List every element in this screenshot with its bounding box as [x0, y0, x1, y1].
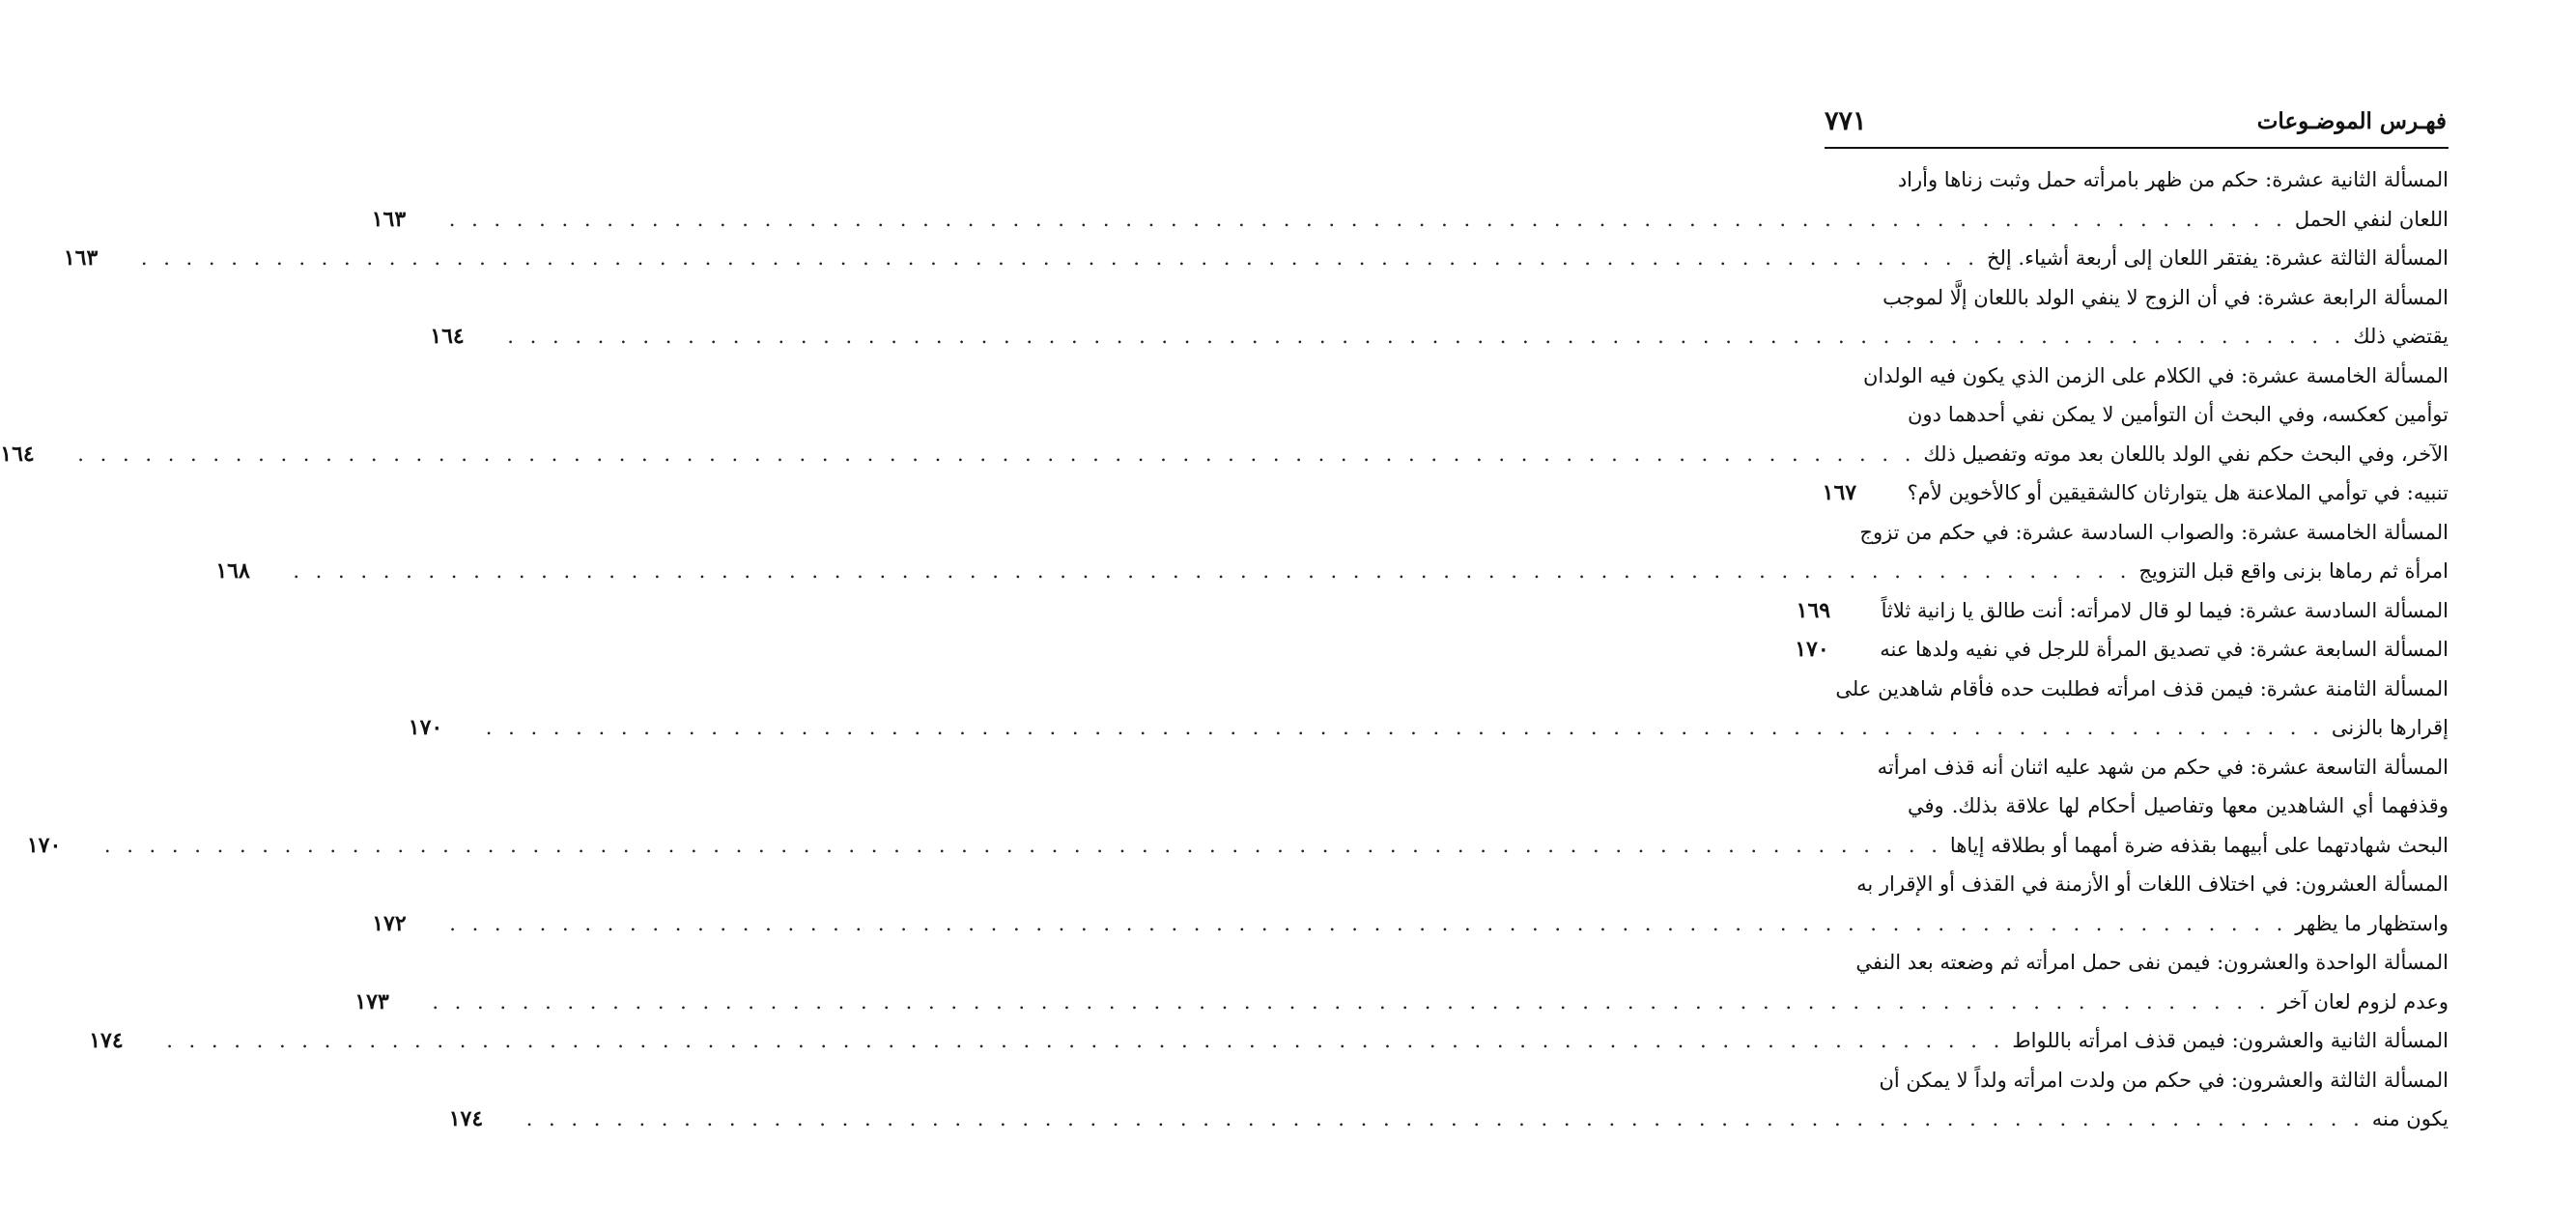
toc-entry-last-line: [89, 1021, 2449, 1061]
page-header: [1825, 104, 2449, 149]
table-of-contents: [0, 160, 2449, 1139]
toc-entry-text: امرأة ثم رماها بزنى واقع قبل التزويج: [2138, 559, 2449, 583]
dot-leader: [449, 200, 2287, 240]
toc-entry: [215, 513, 2449, 591]
toc-entry-last-line: [372, 904, 2449, 944]
toc-entry-line: وقذفهما أي الشاهدين معها وتفاصيل أحكام لها علاقة بذلك. وفي: [1908, 794, 2449, 817]
toc-page-number: ١٦٧: [1822, 480, 1857, 505]
dot-leader: [486, 708, 2324, 748]
toc-entry: [89, 1021, 2449, 1061]
toc-entry: [430, 278, 2449, 357]
toc-entry-line: المسألة الثانية عشرة: حكم من ظهر بامرأته حمل وثبت زناها وأراد: [1897, 168, 2449, 191]
dot-leader: [449, 904, 2287, 944]
dot-leader: [104, 826, 1942, 866]
toc-entry-line: المسألة الخامسة عشرة: والصواب السادسة عشرة: في حكم من تزوج: [1859, 520, 2449, 544]
toc-entry-line: المسألة العشرون: في اختلاف اللغات أو الأزمنة في القذف أو الإقرار به: [1856, 872, 2449, 896]
toc-entry: [372, 865, 2449, 943]
toc-entry: [63, 239, 2449, 278]
toc-page-number: ١٧٤: [448, 1106, 484, 1131]
toc-entry-text: وعدم لزوم لعان آخر: [2278, 989, 2449, 1014]
toc-entry-line: المسألة الخامسة عشرة: في الكلام على الزمن الذي يكون فيه الولدان: [1862, 363, 2449, 387]
toc-page-number: ١٦٩: [1796, 597, 1831, 623]
toc-entry-line: المسألة الثالثة والعشرون: في حكم من ولدت امرأته ولداً لا يمكن أن: [1879, 1068, 2449, 1092]
toc-entry-last-line: [1795, 630, 2449, 670]
toc-entry: [1796, 591, 2449, 631]
dot-leader: [526, 1099, 2364, 1139]
toc-entry-last-line: [1822, 473, 2449, 513]
toc-page-number: ١٧٢: [372, 910, 407, 936]
toc-entry: [1795, 630, 2449, 670]
toc-entry-text: الآخر، وفي البحث حكم نفي الولد باللعان بعد موته وتفصيل ذلك: [1923, 442, 2449, 466]
page-number: ٧٧١: [1825, 106, 1867, 136]
toc-entry-last-line: [354, 983, 2449, 1022]
dot-leader: [166, 1021, 2004, 1061]
dot-leader: [432, 983, 2270, 1022]
toc-entry: [26, 748, 2449, 866]
toc-entry-last-line: [448, 1099, 2449, 1139]
toc-entry: [1822, 473, 2449, 513]
toc-page-number: ١٧٠: [1795, 637, 1829, 662]
toc-entry: [448, 1061, 2449, 1139]
toc-entry-text: البحث شهادتهما على أبيهما بقذفه ضرة أمهما أو بطلاقه إياها: [1949, 833, 2449, 857]
toc-entry: [0, 357, 2449, 474]
toc-page-number: ١٧٣: [354, 988, 389, 1014]
toc-page-number: ١٧٤: [89, 1028, 124, 1053]
toc-entry-last-line: [63, 239, 2449, 278]
toc-entry-line: المسألة الرابعة عشرة: في أن الزوج لا ينفي الولد باللعان إلَّا لموجب: [1882, 285, 2449, 309]
toc-entry-last-line: [215, 552, 2449, 591]
toc-entry-text: يكون منه: [2371, 1107, 2449, 1130]
dot-leader: [293, 552, 2131, 591]
toc-entry-line: المسألة التاسعة عشرة: في حكم من شهد عليه اثنان أنه قذف امرأته: [1877, 755, 2449, 779]
toc-entry-text: تنبيه: في توأمي الملاعنة هل يتوارثان كالشقيقين أو كالأخوين لأم؟: [1907, 481, 2449, 504]
toc-entry-last-line: [1796, 591, 2449, 631]
toc-entry-line: توأمين كعكسه، وفي البحث أن التوأمين لا يمكن نفي أحدهما دون: [1908, 403, 2449, 426]
toc-entry-text: المسألة الثانية والعشرون: فيمن قذف امرأته باللواط: [2012, 1029, 2449, 1052]
toc-entry: [371, 160, 2449, 239]
toc-page-number: ١٦٤: [0, 441, 35, 467]
toc-entry: [354, 943, 2449, 1021]
toc-page-number: ١٦٤: [430, 324, 465, 349]
toc-entry-text: المسألة السادسة عشرة: فيما لو قال لامرأته: أنت طالق يا زانية ثلاثاً: [1881, 598, 2449, 622]
toc-page-number: ١٦٣: [371, 206, 407, 232]
toc-entry-text: يقتضي ذلك: [2353, 325, 2449, 348]
toc-page-number: ١٦٣: [63, 245, 99, 271]
toc-entry-last-line: [430, 317, 2449, 357]
toc-entry-text: المسألة الثالثة عشرة: يفتقر اللعان إلى أربعة أشياء. إلخ: [1986, 246, 2449, 270]
dot-leader: [507, 317, 2345, 357]
toc-page-number: ١٧٠: [26, 832, 62, 858]
toc-entry-last-line: [0, 435, 2449, 474]
toc-entry-text: إقرارها بالزنى: [2331, 716, 2449, 739]
toc-page-number: ١٦٨: [215, 558, 250, 584]
toc-entry: [408, 670, 2449, 748]
dot-leader: [77, 435, 1915, 474]
page-title: فهـرس الموضـوعات: [2256, 108, 2447, 134]
toc-entry-last-line: [408, 708, 2449, 748]
toc-entry-last-line: [371, 200, 2449, 240]
toc-page-number: ١٧٠: [408, 715, 443, 740]
toc-entry-line: المسألة الثامنة عشرة: فيمن قذف امرأته فطلبت حده فأقام شاهدين على: [1835, 676, 2449, 700]
toc-entry-line: المسألة الواحدة والعشرون: فيمن نفى حمل امرأته ثم وضعته بعد النفي: [1855, 951, 2449, 974]
dot-leader: [141, 239, 1979, 278]
toc-entry-text: المسألة السابعة عشرة: في تصديق المرأة للرجل في نفيه ولدها عنه: [1880, 638, 2449, 661]
toc-entry-text: اللعان لنفي الحمل: [2294, 207, 2449, 231]
toc-entry-text: واستظهار ما يظهر: [2295, 911, 2449, 935]
toc-entry-last-line: [26, 826, 2449, 866]
